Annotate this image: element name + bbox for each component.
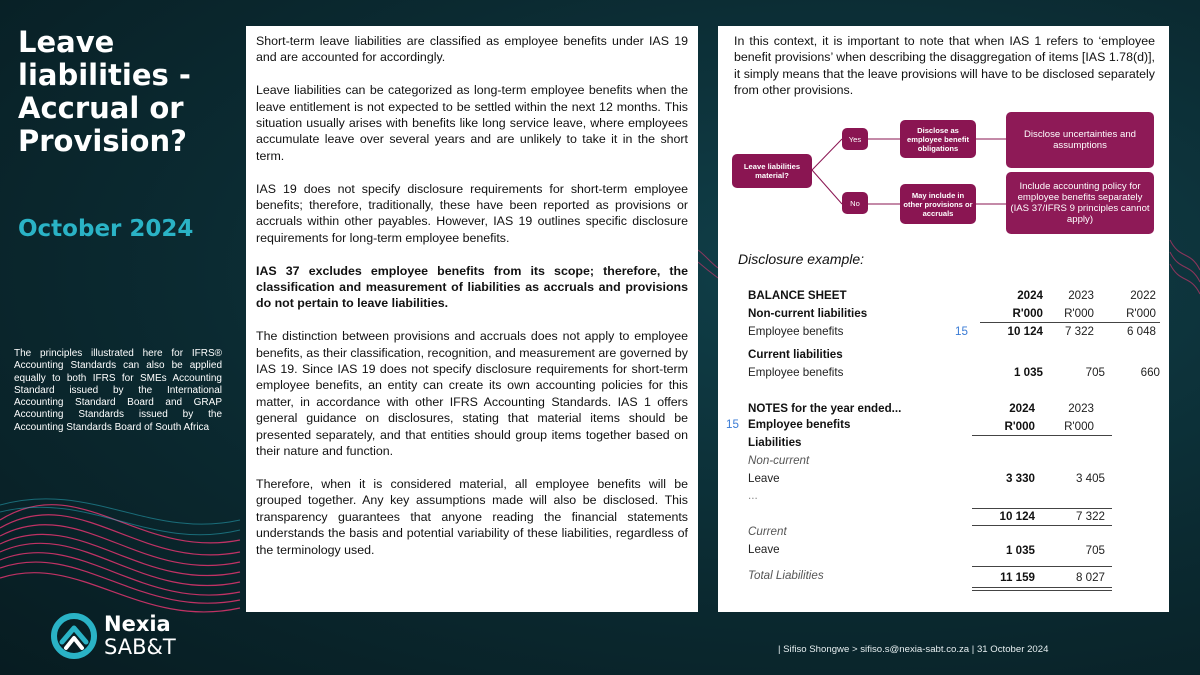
year-header: 2023 — [1068, 289, 1094, 302]
subtotal-rule — [972, 525, 1112, 526]
publication-date: October 2024 — [18, 216, 194, 242]
unit-header: R'000 — [1126, 307, 1156, 320]
leave-row-label: Leave — [748, 543, 780, 556]
flow-yes-outcome: Disclose uncertainties and assumptions — [1006, 112, 1154, 168]
flow-root-question: Leave liabilities material? — [732, 154, 812, 188]
page-title: Leave liabilities - Accrual or Provision? — [18, 25, 191, 158]
value-cell: 10 124 — [999, 510, 1035, 523]
value-cell: 11 159 — [1000, 571, 1035, 584]
value-cell: 7 322 — [1064, 325, 1094, 338]
value-cell: 1 035 — [1013, 366, 1043, 379]
paragraph: Leave liabilities can be categorized as long-term employee benefits when the leave entitlement is not expected to be settled within the next 12 months. This situation usually arises with benefits like long service leave, where employees accumulate leave over several years and are unlikely to take it in the short term. — [256, 83, 688, 163]
key-statement-paragraph: IAS 37 excludes employee benefits from its scope; therefore, the classification and measurement of liabilities as accruals and provisions do not pertain to leave liabilities. — [256, 263, 688, 311]
balance-sheet-heading: BALANCE SHEET — [748, 289, 847, 302]
note-reference: 15 — [726, 418, 739, 431]
noncurrent-subheading: Non-current — [748, 454, 810, 467]
employee-benefits-row-label: Employee benefits — [748, 325, 844, 338]
total-double-rule — [972, 587, 1112, 588]
unit-header: R'000 — [1012, 307, 1043, 320]
value-cell: 705 — [1085, 366, 1105, 379]
nexia-logo-icon — [50, 612, 98, 660]
logo-name: Nexia — [104, 612, 171, 636]
logo-subtitle: SAB&T — [104, 635, 176, 659]
value-cell: 8 027 — [1075, 571, 1105, 584]
subtotal-rule — [972, 508, 1112, 509]
value-cell: 1 035 — [1005, 544, 1035, 557]
flow-no-outcome: Include accounting policy for employee benefits separately (IAS 37/IFRS 9 principles cannot apply) — [1006, 172, 1154, 234]
total-double-rule — [972, 590, 1112, 591]
year-header: 2023 — [1068, 402, 1094, 415]
noncurrent-liabilities-heading: Non-current liabilities — [748, 307, 868, 320]
paragraph: Short-term leave liabilities are classified as employee benefits under IAS 19 and are accounted for accordingly. — [256, 34, 688, 65]
disclosure-example-label: Disclosure example: — [738, 251, 865, 267]
flow-yes-branch: Yes — [842, 128, 868, 150]
year-header: 2024 — [1009, 402, 1035, 415]
footer-author-line: | Sifiso Shongwe > sifiso.s@nexia-sabt.co.za | 31 October 2024 — [778, 644, 1049, 655]
liabilities-heading: Liabilities — [748, 436, 802, 449]
value-cell: 7 322 — [1075, 510, 1105, 523]
value-cell: 3 330 — [1005, 472, 1035, 485]
flow-no-action: May include in other provisions or accruals — [900, 184, 976, 224]
ellipsis-row: ... — [748, 489, 758, 502]
unit-header: R'000 — [1064, 307, 1094, 320]
year-header: 2024 — [1017, 289, 1043, 302]
current-liabilities-heading: Current liabilities — [748, 348, 843, 361]
paragraph: The distinction between provisions and accruals does not apply to employee benefits, as their classification, recognition, and measurement are governed by IAS 19. Since IAS 19 does not specify disclosure requirements for short-term employee benefits, an entity can create its own accounting policies for this matter, in accordance with other IFRS Accounting Standards. IAS 1 offers general guidance on disclosures, stating that material items should be presented separately, and that entities should group items together based on their nature and function. — [256, 329, 688, 459]
note-reference: 15 — [955, 325, 968, 338]
total-rule — [972, 566, 1112, 567]
header-rule — [980, 322, 1160, 323]
current-subheading: Current — [748, 525, 787, 538]
notes-heading: NOTES for the year ended... — [748, 402, 902, 415]
paragraph: IAS 19 does not specify disclosure requirements for short-term employee benefits; therefore, traditionally, these have been reported as provisions or accruals within other payables. However, IAS 19 outlines specific disclosure requirements for long-term employee benefits. — [256, 181, 688, 245]
total-liabilities-label: Total Liabilities — [748, 569, 824, 582]
value-cell: 10 124 — [1007, 325, 1043, 338]
unit-header: R'000 — [1064, 420, 1094, 433]
value-cell: 3 405 — [1075, 472, 1105, 485]
financial-statement-example — [718, 26, 1169, 612]
disclosure-panel — [718, 26, 1169, 612]
employee-benefits-row-label: Employee benefits — [748, 366, 844, 379]
leave-row-label: Leave — [748, 472, 780, 485]
header-rule — [972, 435, 1112, 436]
nexia-logo — [50, 612, 190, 662]
article-body-panel — [246, 26, 698, 612]
context-paragraph: In this context, it is important to note that when IAS 1 refers to ‘employee benefit provisions’ when describing the disaggregation of items [IAS 1.78(d)], it simply means that the leave provisions will have to be disclosed separately from other provisions. — [734, 34, 1155, 98]
year-header: 2022 — [1130, 289, 1156, 302]
note-title: Employee benefits — [748, 418, 851, 431]
standards-note: The principles illustrated here for IFRS® Accounting Standards can also be applied equally to both IFRS for SMEs Accounting Standard issued by the International Accounting Standard Board and GRAP Accounting Standards issued by the Accounting Standards Board of South Africa — [14, 348, 222, 433]
flow-yes-action: Disclose as employee benefit obligations — [900, 120, 976, 158]
value-cell: 660 — [1140, 366, 1160, 379]
value-cell: 705 — [1085, 544, 1105, 557]
unit-header: R'000 — [1004, 420, 1035, 433]
paragraph: Therefore, when it is considered material, all employee benefits will be grouped together. Any key assumptions made will also be disclosed. This transparency guarantees that anyone reading the financial statements understands the basis and potential variability of these liabilities, regardless of the terminology used. — [256, 476, 688, 557]
flow-no-branch: No — [842, 192, 868, 214]
value-cell: 6 048 — [1126, 325, 1156, 338]
